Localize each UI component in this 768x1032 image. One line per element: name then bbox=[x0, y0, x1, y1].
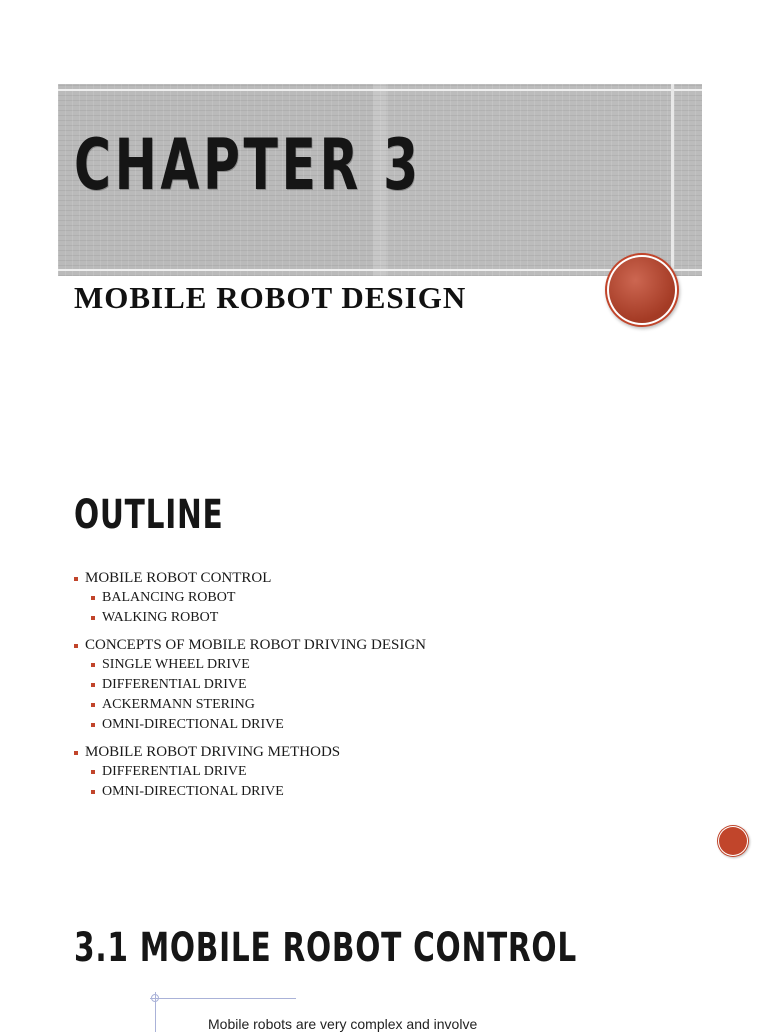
bullet-icon bbox=[91, 596, 95, 600]
banner-bottom-rule bbox=[58, 269, 702, 271]
banner-top-rule bbox=[58, 89, 702, 91]
bullet-icon bbox=[91, 770, 95, 774]
bullet-icon bbox=[91, 663, 95, 667]
section-heading: 3.1 MOBILE ROBOT CONTROL bbox=[74, 925, 577, 971]
outline-item bbox=[74, 636, 694, 735]
outline-item-label: MOBILE ROBOT DRIVING METHODS bbox=[85, 744, 341, 760]
outline-heading: OUTLINE bbox=[74, 492, 224, 538]
outline-subitem-label: BALANCING ROBOT bbox=[102, 590, 236, 605]
body-text: Mobile robots are very complex and involve bbox=[208, 1016, 478, 1032]
outline-subitem bbox=[91, 675, 694, 695]
outline-subitem-label: DIFFERENTIAL DRIVE bbox=[102, 677, 247, 692]
outline-subitem bbox=[91, 655, 694, 675]
outline-subitem bbox=[91, 588, 694, 608]
decorative-circle-icon bbox=[609, 257, 675, 323]
bullet-icon bbox=[91, 616, 95, 620]
outline-subitem bbox=[91, 762, 694, 782]
outline-item bbox=[74, 569, 694, 628]
bullet-icon bbox=[74, 644, 78, 648]
outline-subitem-label: OMNI-DIRECTIONAL DRIVE bbox=[102, 784, 284, 799]
bullet-icon bbox=[91, 790, 95, 794]
chapter-subtitle: MOBILE ROBOT DESIGN bbox=[74, 280, 467, 315]
outline-subitem-label: SINGLE WHEEL DRIVE bbox=[102, 657, 250, 672]
outline-subitem-label: OMNI-DIRECTIONAL DRIVE bbox=[102, 717, 284, 732]
outline-subitem-label: DIFFERENTIAL DRIVE bbox=[102, 764, 247, 779]
bullet-icon bbox=[74, 751, 78, 755]
bullet-icon bbox=[91, 683, 95, 687]
outline-subitem-label: ACKERMANN STERING bbox=[102, 697, 255, 712]
outline-item-label: MOBILE ROBOT CONTROL bbox=[85, 570, 272, 586]
bullet-icon bbox=[91, 703, 95, 707]
outline-item-label: CONCEPTS OF MOBILE ROBOT DRIVING DESIGN bbox=[85, 637, 426, 653]
decorative-circle-small-icon bbox=[719, 827, 747, 855]
outline-subitem bbox=[91, 608, 694, 628]
outline-item bbox=[74, 743, 694, 802]
bullet-icon bbox=[91, 723, 95, 727]
outline-subitem-label: WALKING ROBOT bbox=[102, 610, 219, 625]
outline-subitem bbox=[91, 782, 694, 802]
chapter-title: CHAPTER 3 bbox=[74, 124, 422, 206]
connector-node-icon bbox=[151, 994, 159, 1002]
banner-divider bbox=[671, 84, 674, 276]
title-banner bbox=[58, 84, 702, 276]
outline-subitem bbox=[91, 695, 694, 715]
outline-list bbox=[74, 569, 694, 810]
connector-line bbox=[150, 998, 296, 999]
outline-subitem bbox=[91, 715, 694, 735]
bullet-icon bbox=[74, 577, 78, 581]
